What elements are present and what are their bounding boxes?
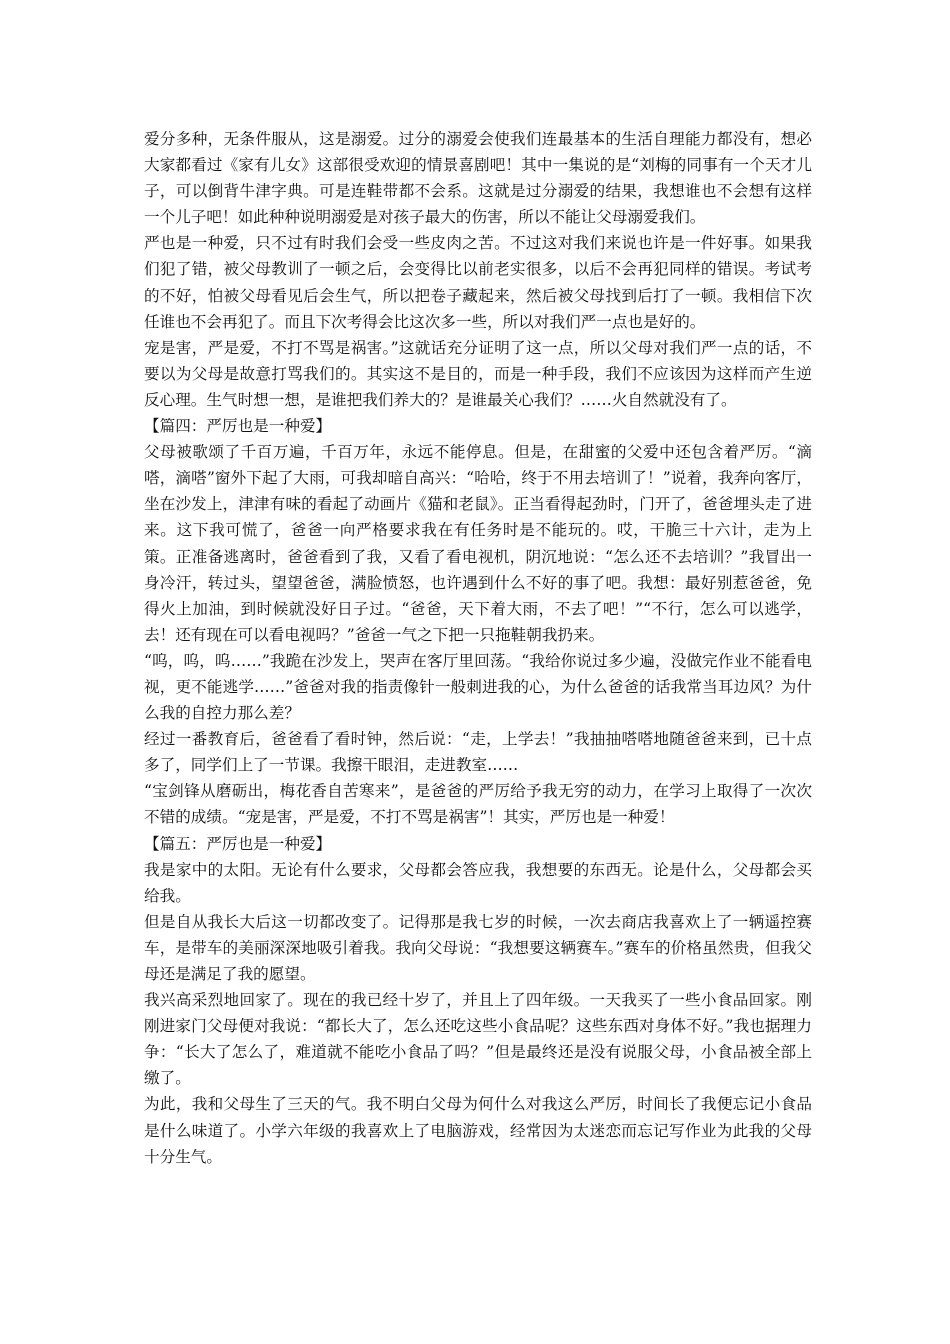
document-page [144, 126, 812, 1170]
paragraph-strict-love: 严也是一种爱，只不过有时我们会受一些皮肉之苦。不过这对我们来说也许是一件好事。如果我们犯了错，被父母教训了一顿之后，会变得比以前老实很多，以后不会再犯同样的错误。考试考的不好，怕被父母看见后会生气，所以把卷子藏起来，然后被父母找到后打了一顿。我相信下次任谁也不会再犯了。而且下次考得会比这次多一些，所以对我们严一点也是好的。 [144, 234, 812, 331]
paragraph-conclusion-part-4: “宝剑锋从磨砺出，梅花香自苦寒来”，是爸爸的严厉给予我无穷的动力，在学习上取得了一次次不错的成绩。“宠是害，严是爱，不打不骂是祸害”！其实，严厉也是一种爱！ [144, 782, 812, 827]
paragraph-snacks: 我兴高采烈地回家了。现在的我已经十岁了，并且上了四年级。一天我买了一些小食品回家。刚刚进家门父母便对我说：“都长大了，怎么还吃这些小食品呢？这些东西对身体不好。”我也据理力争：“长大了怎么了，难道就不能吃小食品了吗？”但是最终还是没有说服父母，小食品被全部上缴了。 [144, 991, 812, 1088]
paragraph-doting-love: 爱分多种，无条件服从，这是溺爱。过分的溺爱会使我们连最基本的生活自理能力都没有，想必大家都看过《家有儿女》这部很受欢迎的情景喜剧吧！其中一集说的是“刘梅的同事有一个天才儿子，可以倒背牛津字典。可是连鞋带都不会系。这就是过分溺爱的结果，我想谁也不会想有这样一个儿子吧！如此种种说明溺爱是对孩子最大的伤害，所以不能让父母溺爱我们。 [144, 130, 812, 227]
paragraph-games: 为此，我和父母生了三天的气。我不明白父母为何什么对我这么严厉，时间长了我便忘记小食品是什么味道了。小学六年级的我喜欢上了电脑游戏，经常因为太迷恋而忘记写作业为此我的父母十分生气。 [144, 1095, 812, 1166]
paragraph-crying: “呜，呜，呜……”我跪在沙发上，哭声在客厅里回荡。“我给你说过多少遍，没做完作业不能看电视，更不能逃学……”爸爸对我的指责像针一般刺进我的心，为什么爸爸的话我常当耳边风？为什么我的自控力那么差？ [144, 651, 812, 723]
paragraph-family-sun: 我是家中的太阳。无论有什么要求，父母都会答应我，我想要的东西无。论是什么，父母都会买给我。 [144, 860, 812, 905]
paragraph-spoil-harm: 宠是害，严是爱，不打不骂是祸害。”这就话充分证明了这一点，所以父母对我们严一点的话，不要以为父母是故意打骂我们的。其实这不是目的，而是一种手段，我们不应该因为这样而产生逆反心理。生气时想一想，是谁把我们养大的？是谁最关心我们？……火自然就没有了。 [144, 338, 812, 409]
section-heading-part-4: 【篇四：严厉也是一种爱】 [144, 417, 332, 436]
paragraph-go-to-class: 经过一番教育后，爸爸看了看时钟，然后说：“走，上学去！”我抽抽嗒嗒地随爸爸来到，已十点多了，同学们上了一节课。我擦干眼泪，走进教室…… [144, 730, 812, 775]
paragraph-race-car: 但是自从我长大后这一切都改变了。记得那是我七岁的时候，一次去商店我喜欢上了一辆遥控赛车，是带车的美丽深深地吸引着我。我向父母说：“我想要这辆赛车。”赛车的价格虽然贵，但我父母还是满足了我的愿望。 [144, 912, 812, 983]
section-heading-part-5: 【篇五：严厉也是一种爱】 [144, 834, 332, 853]
paragraph-rainy-day: 父母被歌颂了千百万遍，千百万年，永远不能停息。但是，在甜蜜的父爱中还包含着严厉。“滴嗒，滴嗒”窗外下起了大雨，可我却暗自高兴：“哈哈，终于不用去培训了！”说着，我奔向客厅，坐在沙发上，津津有味的看起了动画片《猫和老鼠》。正当看得起劲时，门开了，爸爸埋头走了进来。这下我可慌了，爸爸一向严格要求我在有任务时是不能玩的。哎，干脆三十六计，走为上策。正准备逃离时，爸爸看到了我，又看了看电视机，阴沉地说：“怎么还不去培训？”我冒出一身冷汗，转过头，望望爸爸，满脸愤怒，也许遇到什么不好的事了吧。我想：最好别惹爸爸，免得火上加油，到时候就没好日子过。“爸爸，天下着大雨，不去了吧！”“不行，怎么可以逃学，去！还有现在可以看电视吗？”爸爸一气之下把一只拖鞋朝我扔来。 [144, 443, 812, 644]
